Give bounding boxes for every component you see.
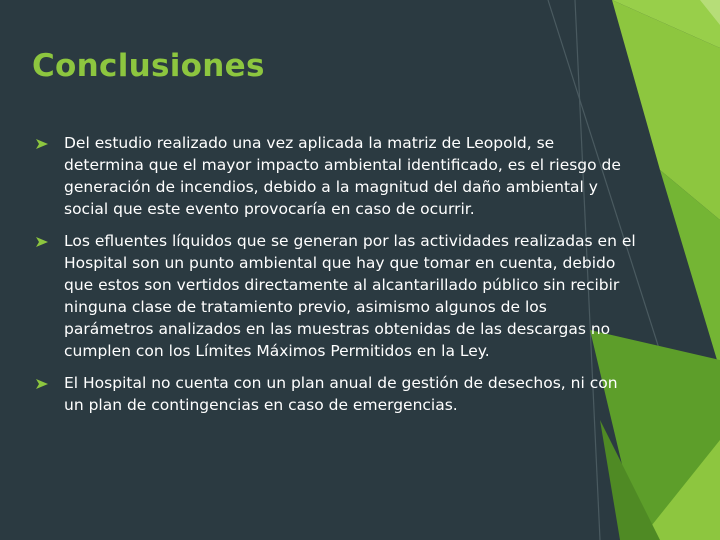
bullet-text: El Hospital no cuenta con un plan anual de gestión de desechos, ni con un plan de contingencias en caso de emergencias. (64, 374, 618, 414)
arrowhead-bullet-icon (36, 237, 48, 247)
arrowhead-bullet-icon (36, 139, 48, 149)
bullet-text: Los efluentes líquidos que se generan por las actividades realizadas en el Hospital son un punto ambiental que hay que tomar en cuenta, debido que estos son vertidos directamente al alcantarillado público sin recibir ninguna clase de tratamiento previo, asimismo algunos de los parámetros analizados en las muestras obtenidas de las descargas no cumplen con los Límites Máximos Permitidos en la Ley. (64, 232, 636, 360)
slide-title: Conclusiones (32, 48, 265, 84)
arrowhead-bullet-icon (36, 379, 48, 389)
bullet-list (36, 132, 636, 426)
list-item (36, 132, 636, 220)
bullet-text: Del estudio realizado una vez aplicada la matriz de Leopold, se determina que el mayor impacto ambiental identificado, es el riesgo de generación de incendios, debido a la magnitud del daño ambiental y social que este evento provocaría en caso de ocurrir. (64, 134, 621, 218)
list-item (36, 372, 636, 416)
list-item (36, 230, 636, 362)
